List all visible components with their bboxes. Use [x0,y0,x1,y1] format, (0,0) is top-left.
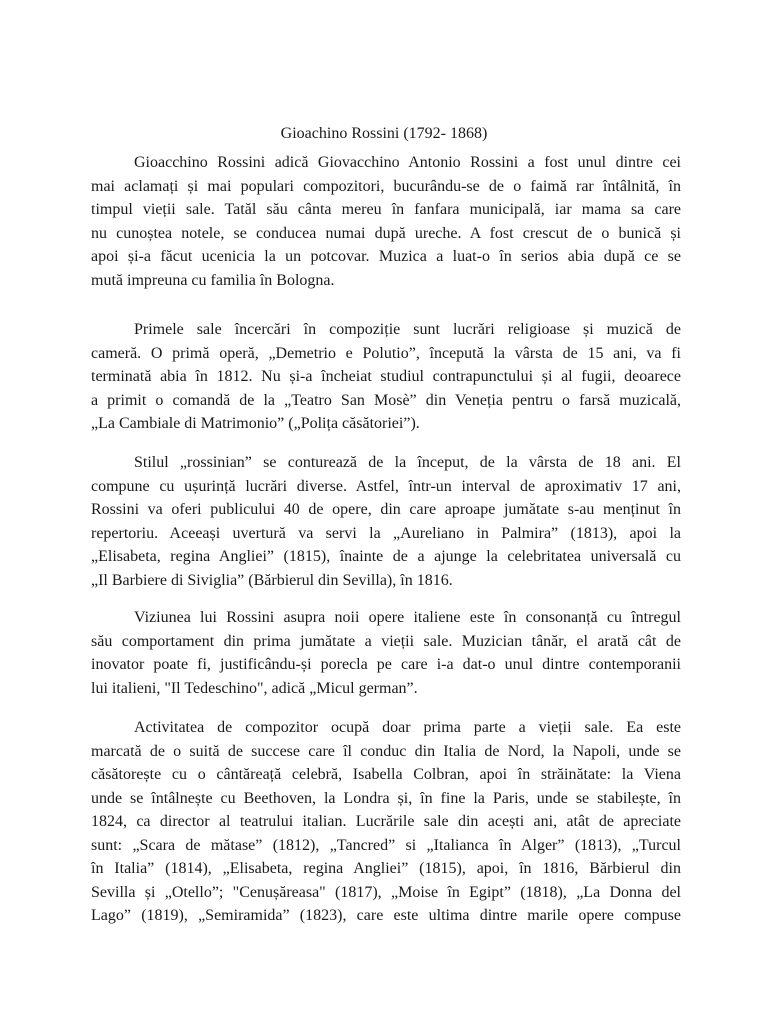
text-line: terminată abia în 1812. Nu și-a încheiat studiul contrapunctului și al fugii, deoarece [91,368,681,385]
paragraph-3 [91,451,681,592]
text-line: compune cu ușurință lucrări diverse. Astfel, într-un interval de aproximativ 17 ani, [91,477,681,495]
text-line: Rossini va oferi publicului 40 de opere, din care aproape jumătate s-au menținut în [91,501,681,518]
text-line: său comportament din prima jumătate a vieții sale. Muzician tânăr, el arată cât de [91,632,681,650]
text-line: mai aclamați și mai populari compozitori, bucurându-se de o faimă rar întâlnită, în [91,177,681,195]
text-line: Viziunea lui Rossini asupra noii opere italiene este în consonanță cu întregul [134,609,681,626]
text-line: Activitatea de compozitor ocupă doar prima parte a vieții sale. Ea este [134,719,681,736]
text-line: marcată de o suită de succese care îl conduc din Italia de Nord, la Napoli, unde se [91,742,681,760]
text-line: Stilul „rossinian” se conturează de la început, de la vârsta de 18 ani. El [134,454,681,471]
text-line: „Il Barbiere di Siviglia” (Bărbierul din Sevilla), în 1816. [91,571,453,589]
text-line: inovator poate fi, justificându-și porecla pe care i-a dat-o unul dintre contemporanii [91,656,681,673]
paragraph-5 [91,716,681,928]
text-line: cameră. O primă operă, „Demetrio e Polutio”, începută la vârsta de 15 ani, va fi [91,344,681,362]
document-title: Gioachino Rossini (1792- 1868) [280,125,488,142]
text-line: apoi și-a făcut ucenicia la un potcovar. Muzica a luat-o în serios abia după ce se [91,248,681,265]
text-line: Primele sale încercări în compoziție sunt lucrări religioase și muzică de [134,321,681,338]
text-line: în Italia” (1814), „Elisabeta, regina Angliei” (1815), apoi, în 1816, Bărbierul din [91,860,681,877]
text-line: Gioacchino Rossini adică Giovacchino Antonio Rossini a fost unul dintre cei [134,154,681,171]
text-line: 1824, ca director al teatrului italian. Lucrările sale din acești ani, atât de apreciate [91,813,681,830]
text-line: Sevilla și „Otello”; "Cenușăreasa" (1817), „Moise în Egipt” (1818), „La Donna del [91,883,681,901]
text-line: a primit o comandă de la „Teatro San Mosè” din Veneția pentru o farsă muzicală, [91,391,681,409]
text-line: nu cunoștea notele, se conducea numai după ureche. A fost crescut de o bunică și [91,224,681,242]
paragraph-1 [91,151,681,292]
text-line: sunt: „Scara de mătase” (1812), „Tancred” si „Italianca în Alger” (1813), „Turcul [91,836,681,854]
text-line: mută impreuna cu familia în Bologna. [91,271,335,289]
paragraph-4 [91,606,681,700]
text-line: unde se întâlnește cu Beethoven, la Londra și, în fine la Paris, unde se stabilește, în [91,789,681,807]
paragraph-2 [91,318,681,436]
text-line: lui italieni, "Il Tedeschino", adică „Micul german”. [91,679,418,697]
text-line: „La Cambiale di Matrimonio” („Polița căsătoriei”). [91,415,420,432]
text-line: „Elisabeta, regina Angliei” (1815), înainte de a ajunge la celebritatea universală cu [91,548,681,565]
text-line: timpul vieții sale. Tatăl său cânta mereu în fanfara municipală, iar mama sa care [91,201,681,218]
text-line: Lago” (1819), „Semiramida” (1823), care este ultima dintre marile opere compuse [91,907,681,924]
text-line: căsătorește cu o cântăreață celebră, Isabella Colbran, apoi în străinătate: la Viena [91,766,681,783]
text-line: repertoriu. Aceeași uvertură va servi la „Aureliano in Palmira” (1813), apoi la [91,524,681,542]
